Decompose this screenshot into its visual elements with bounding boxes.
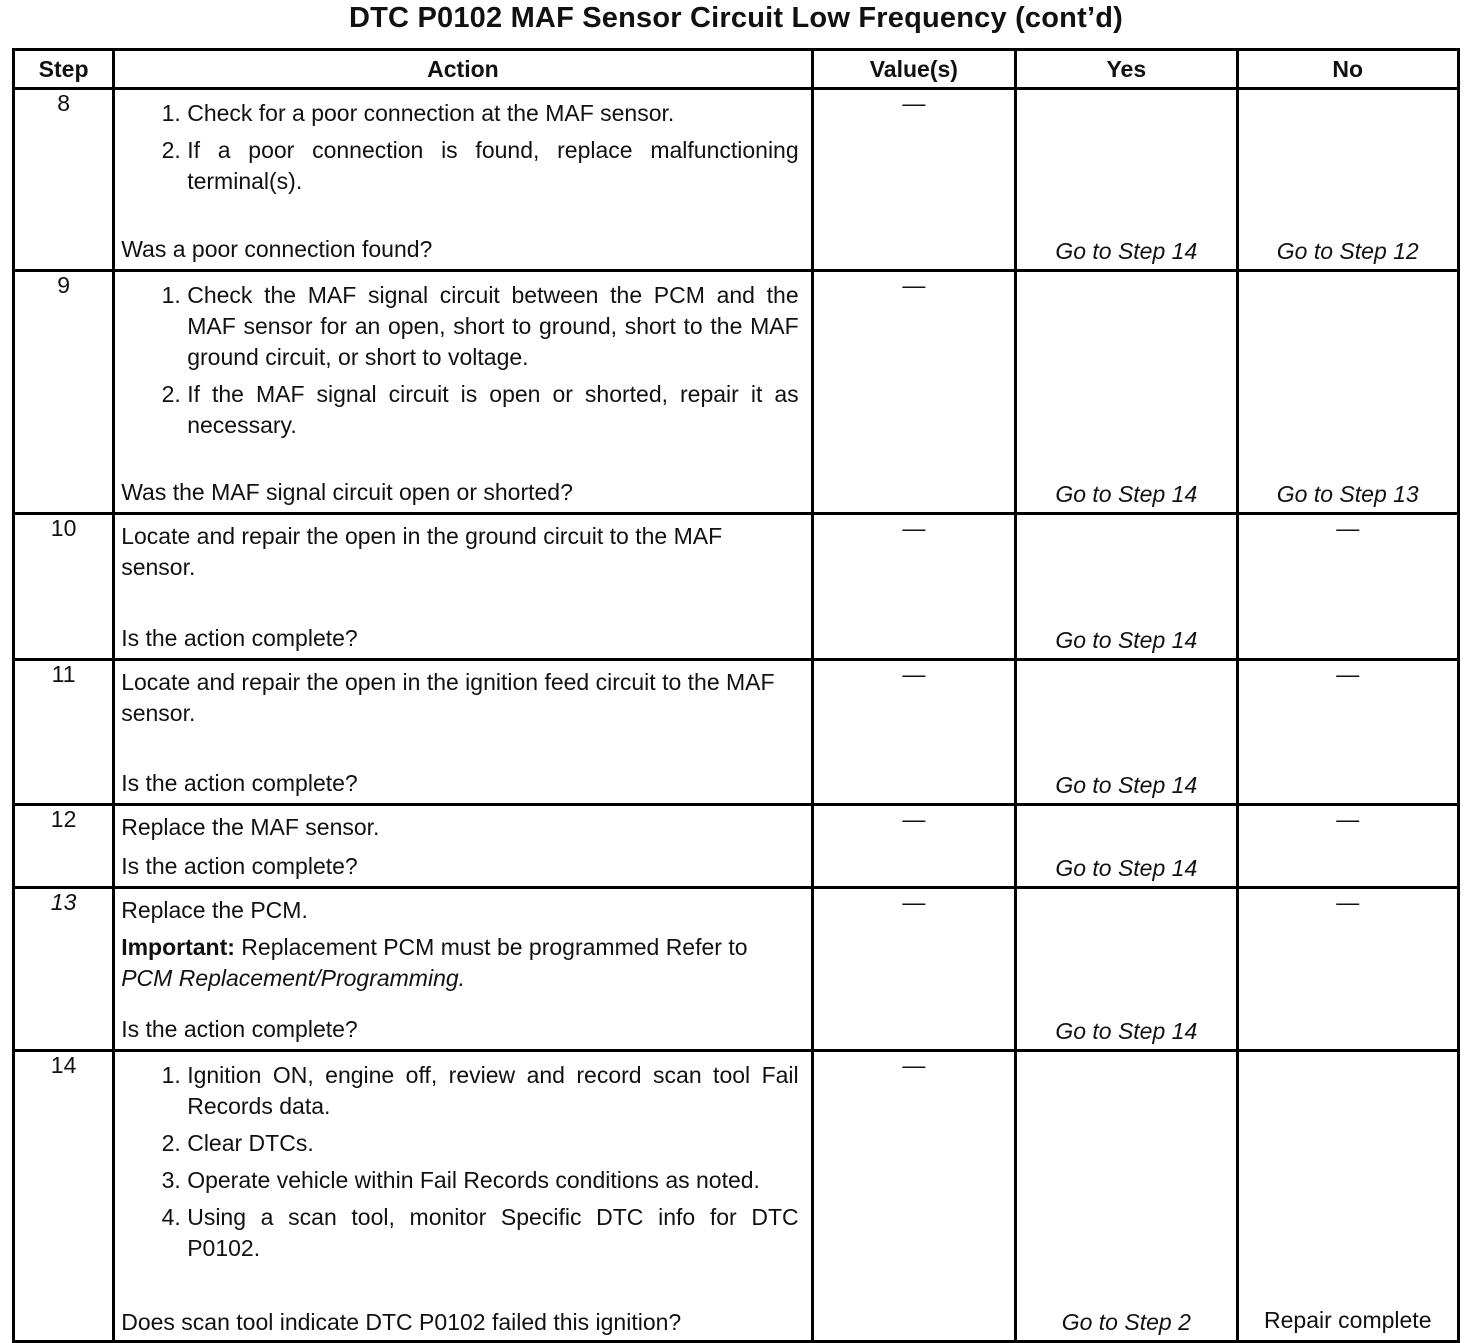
- no-text: —: [1336, 889, 1360, 915]
- table-row: [14, 271, 1459, 514]
- no-result: Repair complete: [1264, 1307, 1432, 1333]
- no-text: —: [1336, 515, 1360, 541]
- value-text: —: [902, 515, 926, 541]
- header-row: [14, 50, 1459, 89]
- step-number: 11: [14, 660, 114, 805]
- important-note: [121, 932, 798, 994]
- action-step: 1. Check for a poor connection at the MAF sensor.: [187, 98, 798, 129]
- table-row: [14, 89, 1459, 271]
- value-cell: [812, 805, 1015, 888]
- no-cell: [1237, 271, 1458, 514]
- value-cell: [812, 271, 1015, 514]
- value-cell: [812, 514, 1015, 660]
- action-step: 3. Operate vehicle within Fail Records conditions as noted.: [187, 1165, 798, 1196]
- table-row: [14, 888, 1459, 1051]
- value-cell: [812, 660, 1015, 805]
- step-number: 13: [14, 888, 114, 1051]
- value-text: —: [902, 272, 926, 298]
- header-step: Step: [14, 50, 114, 89]
- step-number: 10: [14, 514, 114, 660]
- action-cell: [114, 888, 812, 1051]
- no-goto: Go to Step 12: [1276, 238, 1419, 264]
- action-step: 1. Ignition ON, engine off, review and record scan tool Fail Records data.: [187, 1060, 798, 1122]
- no-cell: [1237, 514, 1458, 660]
- header-no: No: [1237, 50, 1458, 89]
- header-values: Value(s): [812, 50, 1015, 89]
- yes-goto: Go to Step 14: [1055, 627, 1198, 653]
- yes-goto: Go to Step 14: [1055, 481, 1198, 507]
- no-text: —: [1336, 806, 1360, 832]
- yes-cell: [1016, 660, 1237, 805]
- action-step: 2. If a poor connection is found, replace malfunctioning terminal(s).: [187, 135, 798, 197]
- no-cell: [1237, 805, 1458, 888]
- diagnostic-table: [12, 48, 1460, 1343]
- action-cell: [114, 660, 812, 805]
- action-step: 2. Clear DTCs.: [187, 1128, 798, 1159]
- action-question: Was a poor connection found?: [121, 236, 433, 262]
- action-steps: [121, 1060, 798, 1264]
- table-row: [14, 514, 1459, 660]
- yes-goto: Go to Step 14: [1055, 238, 1198, 264]
- action-cell: [114, 514, 812, 660]
- action-cell: [114, 805, 812, 888]
- action-text: Replace the MAF sensor.: [121, 814, 380, 840]
- value-cell: [812, 89, 1015, 271]
- yes-goto: Go to Step 14: [1055, 1018, 1198, 1044]
- value-cell: [812, 1051, 1015, 1342]
- action-text: Locate and repair the open in the ground circuit to the MAF sensor.: [121, 523, 723, 580]
- action-cell: [114, 1051, 812, 1342]
- yes-cell: [1016, 805, 1237, 888]
- action-step: 2. If the MAF signal circuit is open or shorted, repair it as necessary.: [187, 379, 798, 441]
- value-text: —: [902, 806, 926, 832]
- action-text: Locate and repair the open in the ignition feed circuit to the MAF sensor.: [121, 669, 775, 726]
- yes-cell: [1016, 888, 1237, 1051]
- yes-goto: Go to Step 2: [1061, 1309, 1191, 1335]
- yes-cell: [1016, 271, 1237, 514]
- no-goto: Go to Step 13: [1276, 481, 1419, 507]
- yes-cell: [1016, 1051, 1237, 1342]
- no-cell: [1237, 660, 1458, 805]
- important-reference[interactable]: PCM Replacement/Programming.: [121, 965, 466, 991]
- action-text: Replace the PCM.: [121, 897, 308, 923]
- step-number: 14: [14, 1051, 114, 1342]
- step-number: 9: [14, 271, 114, 514]
- table-row: [14, 1051, 1459, 1342]
- table-row: [14, 805, 1459, 888]
- yes-goto: Go to Step 14: [1055, 772, 1198, 798]
- table-row: [14, 660, 1459, 805]
- header-action: Action: [114, 50, 812, 89]
- yes-goto: Go to Step 14: [1055, 855, 1198, 881]
- action-question: Is the action complete?: [121, 853, 358, 879]
- no-text: —: [1336, 661, 1360, 687]
- action-question: Does scan tool indicate DTC P0102 failed this ignition?: [121, 1309, 682, 1335]
- action-cell: [114, 89, 812, 271]
- action-question: Is the action complete?: [121, 770, 358, 796]
- no-cell: [1237, 89, 1458, 271]
- action-cell: [114, 271, 812, 514]
- yes-cell: [1016, 89, 1237, 271]
- no-cell: [1237, 1051, 1458, 1342]
- important-label: Important:: [121, 934, 235, 960]
- value-text: —: [902, 661, 926, 687]
- header-yes: Yes: [1016, 50, 1237, 89]
- value-text: —: [902, 889, 926, 915]
- action-question: Is the action complete?: [121, 625, 358, 651]
- value-cell: [812, 888, 1015, 1051]
- action-question: Was the MAF signal circuit open or shorted?: [121, 479, 573, 505]
- important-text: Replacement PCM must be programmed Refer to: [234, 934, 748, 960]
- step-number: 12: [14, 805, 114, 888]
- action-step: 4. Using a scan tool, monitor Specific DTC info for DTC P0102.: [187, 1202, 798, 1264]
- value-text: —: [902, 1052, 926, 1078]
- yes-cell: [1016, 514, 1237, 660]
- action-steps: [121, 280, 798, 441]
- action-question: Is the action complete?: [121, 1016, 358, 1042]
- step-number: 8: [14, 89, 114, 271]
- action-steps: [121, 98, 798, 197]
- no-cell: [1237, 888, 1458, 1051]
- page-title: DTC P0102 MAF Sensor Circuit Low Frequency (cont’d): [349, 2, 1123, 34]
- value-text: —: [902, 90, 926, 116]
- action-step: 1. Check the MAF signal circuit between the PCM and the MAF sensor for an open, short to ground, short to the MAF ground circuit, or short to voltage.: [187, 280, 798, 373]
